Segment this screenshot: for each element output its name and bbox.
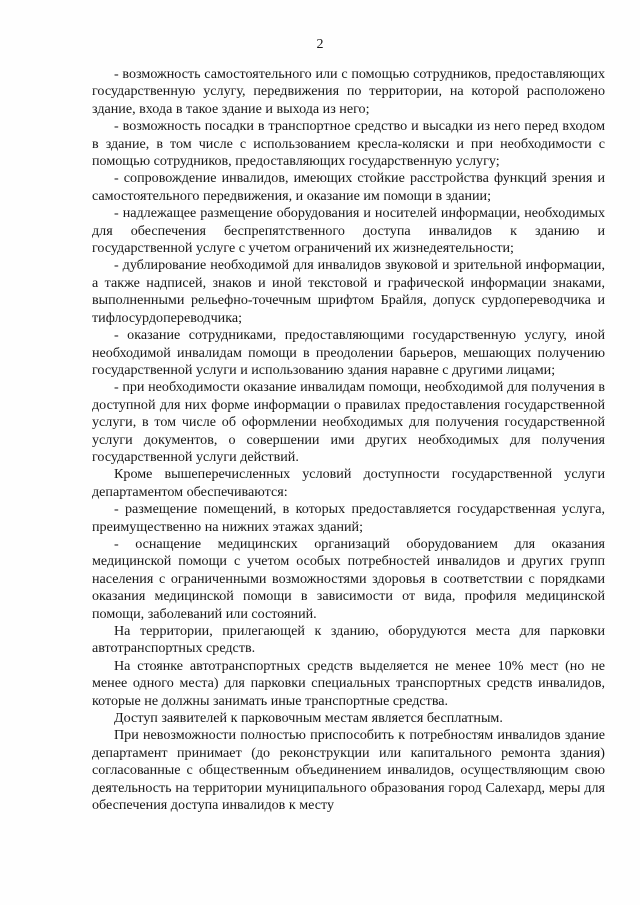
page-number: 2 [316,37,324,52]
paragraph-equipment-placement: - надлежащее размещение оборудования и носителей информации, необходимых для обеспечения беспрепятственного доступа инвалидов к зданию и государственной услуге с учетом ограничений их жизнедеятельности; [92,205,605,257]
paragraph-escort: - сопровождение инвалидов, имеющих стойкие расстройства функций зрения и самостоятельного передвижения, и оказание им помощи в здании; [92,170,605,204]
paragraph-lower-floors: - размещение помещений, в которых предоставляется государственная услуга, преимущественно на нижних этажах зданий; [92,501,605,535]
paragraph-boarding-transport: - возможность посадки в транспортное средство и высадки из него перед входом в здание, в том числе с использованием кресла-коляски и при необходимости с помощью сотрудников, предоставляющих государственную услугу; [92,118,605,170]
paragraph-medical-equipment: - оснащение медицинских организаций оборудованием для оказания медицинской помощи с учетом особых потребностей инвалидов и других групп населения с ограниченными возможностями здоровья в соответствии с порядками оказания медицинской помощи в зависимости от вида, профиля медицинской помощи, заболеваний или состояний. [92,535,605,622]
paragraph-staff-assistance: - оказание сотрудниками, предоставляющими государственную услугу, иной необходимой инвалидам помощи в преодолении барьеров, мешающих получению государственной услуги и использованию здания наравне с другими лицами; [92,327,605,378]
paragraph-free-parking: Доступ заявителей к парковочным местам является бесплатным. [114,710,503,727]
paragraph-additional-conditions: Кроме вышеперечисленных условий доступности государственной услуги департаментом обеспечиваются: [92,466,605,500]
paragraph-access-territory: - возможность самостоятельного или с помощью сотрудников, предоставляющих государственную услугу, передвижения по территории, на которой расположено здание, входа в такое здание и выхода из него; [92,66,605,117]
paragraph-parking-places: На территории, прилегающей к зданию, оборудуются места для парковки автотранспортных средств. [92,623,605,657]
paragraph-information-duplication: - дублирование необходимой для инвалидов звуковой и зрительной информации, а также надписей, знаков и иной текстовой и графической информации знаками, выполненными рельефно-точечным шрифтом Брайля, допуск сурдопереводчика и тифлосурдопереводчика; [92,257,605,326]
body-text [92,66,605,814]
paragraph-building-adaptation: При невозможности полностью приспособить к потребностям инвалидов здание департамент принимает (до реконструкции или капитального ремонта здания) согласованные с общественным объединением инвалидов, осуществляющим свою деятельность на территории муниципального образования город Салехард, меры для обеспечения доступа инвалидов к месту [92,727,605,814]
paragraph-information-assistance: - при необходимости оказание инвалидам помощи, необходимой для получения в доступной для них форме информации о правилах предоставления государственной услуги, в том числе об оформлении необходимых для получения государственной услуги документов, о совершении ими других необходимых для получения государственной услуги действий. [92,379,605,465]
paragraph-parking-quota: На стоянке автотранспортных средств выделяется не менее 10% мест (но не менее одного места) для парковки специальных транспортных средств инвалидов, которые не должны занимать иные транспортные средства. [92,657,605,709]
